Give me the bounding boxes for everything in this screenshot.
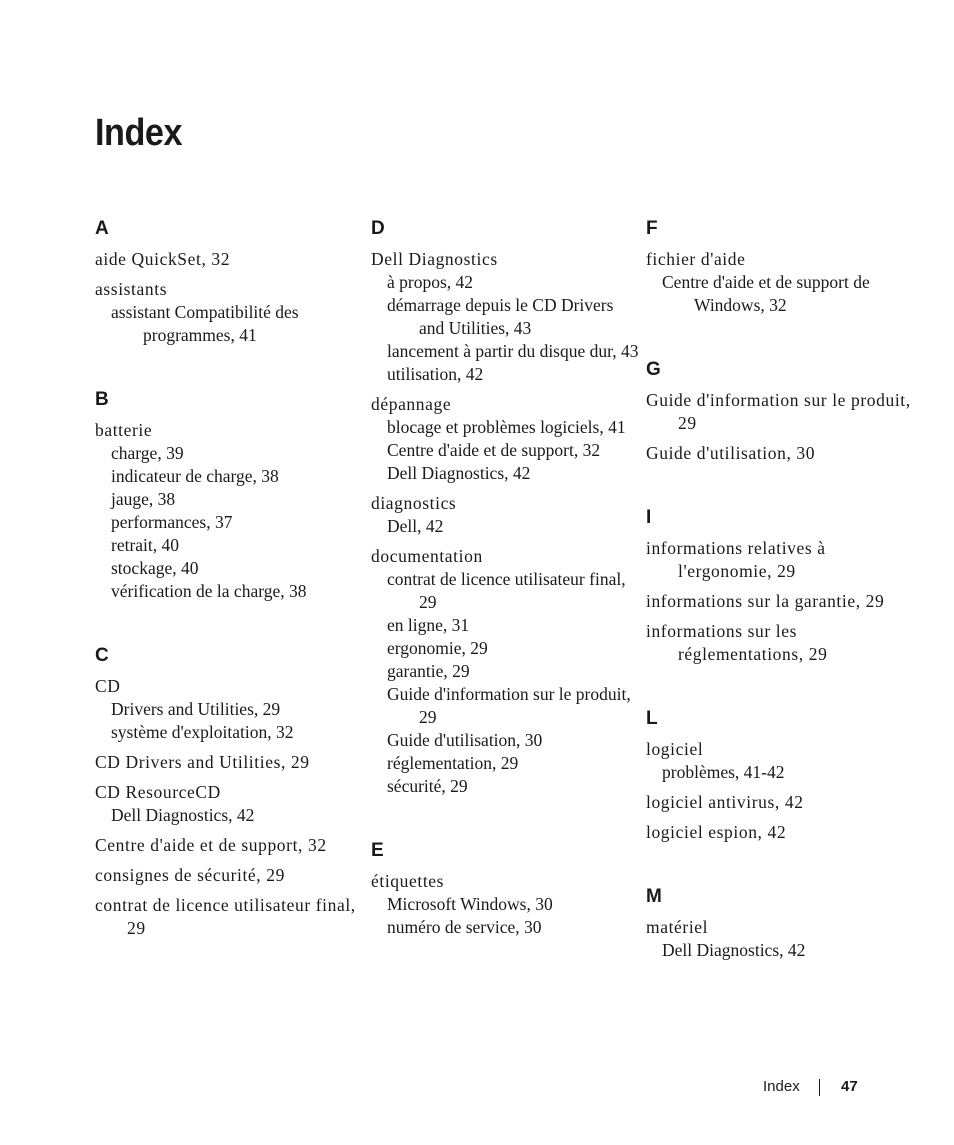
index-section-f [646, 216, 916, 317]
index-term: fichier d'aide [646, 249, 746, 269]
index-subentry: Drivers and Utilities, 29 [111, 699, 281, 719]
index-term: Dell Diagnostics [371, 249, 498, 269]
page-title: Index [95, 112, 183, 154]
section-letter: A [95, 218, 109, 239]
footer-page-number: 47 [841, 1078, 858, 1095]
index-term: dépannage [371, 394, 452, 414]
index-term: étiquettes [371, 871, 445, 891]
index-subentry: sécurité, 29 [387, 776, 468, 796]
index-entry [95, 751, 365, 774]
index-subentry: stockage, 40 [111, 558, 199, 578]
index-term: informations sur les réglementations, 29 [646, 621, 828, 664]
section-letter: C [95, 645, 109, 666]
index-term: Guide d'information sur le produit, 29 [646, 390, 911, 433]
index-entry [371, 870, 641, 939]
index-term: CD Drivers and Utilities, 29 [95, 752, 310, 772]
index-subentry: Microsoft Windows, 30 [387, 894, 553, 914]
index-subentry: retrait, 40 [111, 535, 180, 555]
footer-divider [819, 1079, 820, 1096]
index-subentry: ergonomie, 29 [387, 638, 488, 658]
section-letter: E [371, 840, 384, 861]
index-section-c [95, 643, 365, 940]
index-subentry: Dell, 42 [387, 516, 444, 536]
index-subentry: indicateur de charge, 38 [111, 466, 279, 486]
index-term: logiciel antivirus, 42 [646, 792, 804, 812]
index-subentry: en ligne, 31 [387, 615, 470, 635]
index-subentry: problèmes, 41-42 [662, 762, 785, 782]
index-subentry: utilisation, 42 [387, 364, 484, 384]
index-term: informations sur la garantie, 29 [646, 591, 885, 611]
section-letter: M [646, 886, 662, 907]
section-letter: G [646, 359, 661, 380]
index-subentry: assistant Compatibilité des programmes, 41 [111, 302, 299, 345]
index-term: consignes de sécurité, 29 [95, 865, 285, 885]
index-term: matériel [646, 917, 709, 937]
index-entry [371, 248, 641, 386]
index-entry [646, 916, 916, 962]
index-entry [95, 894, 365, 940]
index-section-a [95, 216, 365, 347]
section-letter: B [95, 389, 109, 410]
index-term: batterie [95, 420, 153, 440]
index-subentry: Dell Diagnostics, 42 [111, 805, 255, 825]
index-entry [646, 821, 916, 844]
index-subentry: vérification de la charge, 38 [111, 581, 307, 601]
index-section-g [646, 357, 916, 465]
index-entry [95, 864, 365, 887]
index-column-2 [371, 216, 641, 979]
section-letter: F [646, 218, 658, 239]
index-subentry: réglementation, 29 [387, 753, 519, 773]
index-entry [95, 781, 365, 827]
index-term: diagnostics [371, 493, 457, 513]
index-term: logiciel [646, 739, 704, 759]
index-entry [646, 442, 916, 465]
index-subentry: Guide d'utilisation, 30 [387, 730, 543, 750]
index-entry [646, 791, 916, 814]
index-section-d [371, 216, 641, 798]
footer-section-label: Index [763, 1078, 800, 1095]
index-entry [95, 278, 365, 347]
index-term: logiciel espion, 42 [646, 822, 787, 842]
index-term: CD [95, 676, 121, 696]
index-entry [95, 675, 365, 744]
index-term: Guide d'utilisation, 30 [646, 443, 816, 463]
index-section-m [646, 884, 916, 962]
index-subentry: Guide d'information sur le produit, 29 [387, 684, 631, 727]
index-term: Centre d'aide et de support, 32 [95, 835, 327, 855]
index-entry [371, 393, 641, 485]
index-entry [371, 545, 641, 798]
index-entry [646, 590, 916, 613]
index-subentry: performances, 37 [111, 512, 233, 532]
index-subentry: Dell Diagnostics, 42 [662, 940, 806, 960]
index-entry [646, 248, 916, 317]
index-subentry: système d'exploitation, 32 [111, 722, 294, 742]
index-entry [646, 389, 916, 435]
index-column-1 [95, 216, 365, 980]
index-section-b [95, 387, 365, 603]
index-column-3 [646, 216, 916, 1002]
index-entry [646, 738, 916, 784]
section-letter: I [646, 507, 652, 528]
index-term: contrat de licence utilisateur final, 29 [95, 895, 356, 938]
index-entry [646, 620, 916, 666]
index-subentry: Centre d'aide et de support de Windows, 32 [662, 272, 870, 315]
index-subentry: Centre d'aide et de support, 32 [387, 440, 601, 460]
index-term: aide QuickSet, 32 [95, 249, 231, 269]
index-section-l [646, 706, 916, 844]
index-subentry: blocage et problèmes logiciels, 41 [387, 417, 626, 437]
index-term: assistants [95, 279, 168, 299]
index-entry [95, 248, 365, 271]
section-letter: L [646, 708, 658, 729]
index-term: documentation [371, 546, 483, 566]
index-term: informations relatives à l'ergonomie, 29 [646, 538, 826, 581]
index-subentry: garantie, 29 [387, 661, 470, 681]
index-section-e [371, 838, 641, 939]
index-subentry: numéro de service, 30 [387, 917, 542, 937]
index-subentry: à propos, 42 [387, 272, 474, 292]
index-subentry: jauge, 38 [111, 489, 176, 509]
index-term: CD ResourceCD [95, 782, 221, 802]
index-subentry: charge, 39 [111, 443, 184, 463]
index-entry [95, 834, 365, 857]
index-subentry: contrat de licence utilisateur final, 29 [387, 569, 626, 612]
index-subentry: lancement à partir du disque dur, 43 [387, 341, 639, 361]
index-subentry: démarrage depuis le CD Drivers and Utilities, 43 [387, 295, 614, 338]
index-entry [95, 419, 365, 603]
index-entry [371, 492, 641, 538]
index-section-i [646, 505, 916, 666]
index-subentry: Dell Diagnostics, 42 [387, 463, 531, 483]
section-letter: D [371, 218, 385, 239]
index-entry [646, 537, 916, 583]
